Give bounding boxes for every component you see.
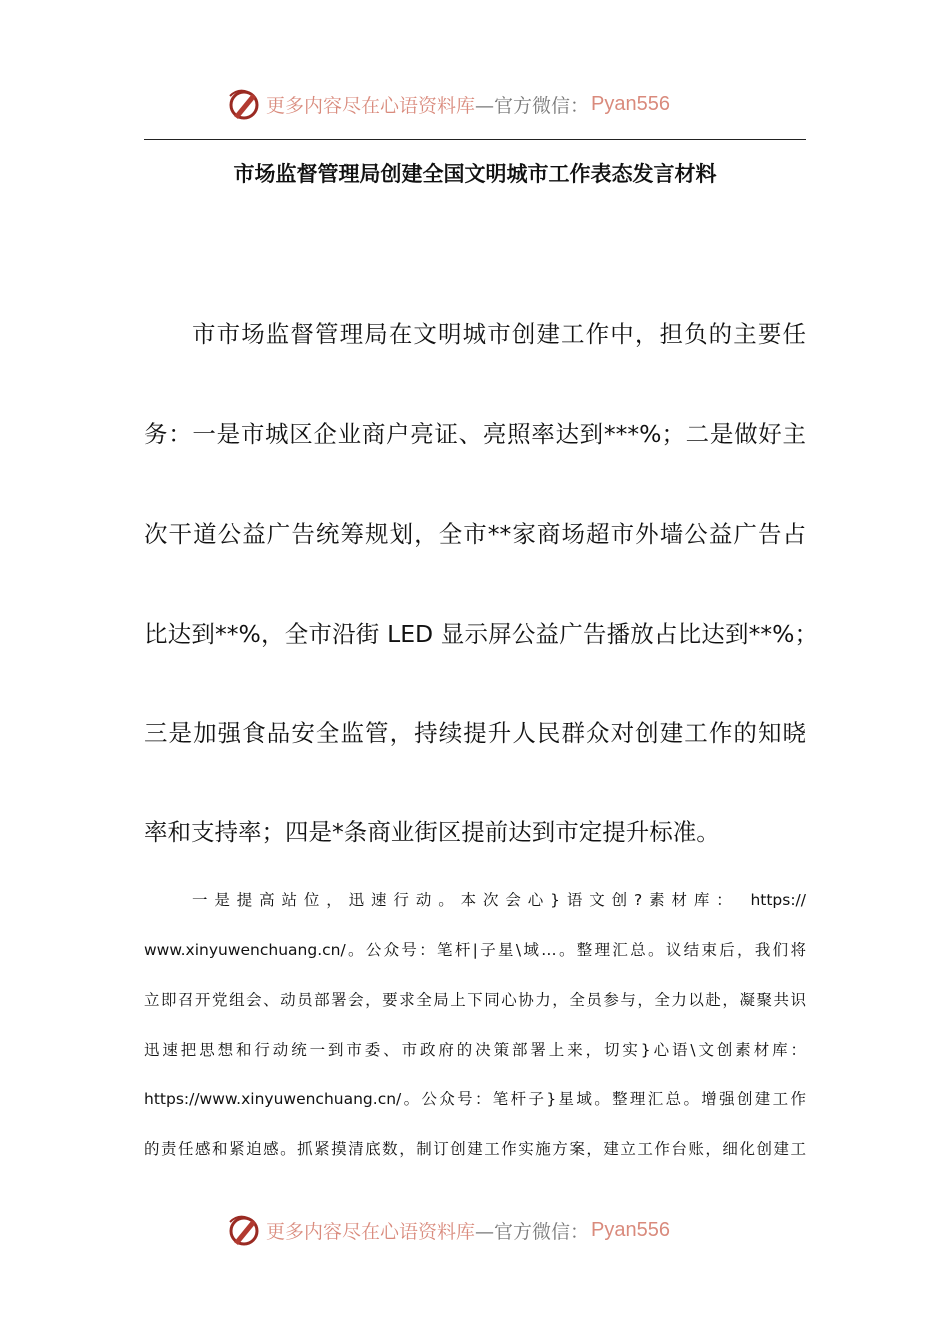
paragraph-line: 比达到**%，全市沿街 LED 显示屏公益广告播放占比达到**%； bbox=[144, 620, 818, 648]
banner-text: 更多内容尽在心语资料库 bbox=[266, 94, 476, 117]
paragraph-line: 次干道公益广告统筹规划，全市**家商场超市外墙公益广告占 bbox=[144, 520, 806, 548]
paragraph-line: 的责任感和紧迫感。抓紧摸清底数，制订创建工作实施方案，建立工作台账，细化创建工 bbox=[144, 1140, 806, 1158]
paragraph-line: 率和支持率；四是*条商业街区提前达到市定提升标准。 bbox=[144, 818, 720, 846]
paragraph-line: 务：一是市城区企业商户亮证、亮照率达到***%；二是做好主 bbox=[144, 420, 806, 448]
banner-wechat-id: Pyan556 bbox=[591, 1218, 670, 1241]
header-banner bbox=[226, 84, 726, 124]
paragraph-line: 一是提高站位，迅速行动。本次会心}语文创?素材库： https:// bbox=[192, 891, 806, 909]
banner-separator: —官方微信： bbox=[475, 94, 590, 117]
pen-logo-icon bbox=[226, 86, 262, 122]
header-divider bbox=[144, 139, 806, 140]
banner-wechat-id: Pyan556 bbox=[591, 92, 670, 115]
banner-separator: —官方微信： bbox=[475, 1220, 590, 1243]
paragraph-line: 三是加强食品安全监管，持续提升人民群众对创建工作的知晓 bbox=[144, 719, 806, 747]
document-title: 市场监督管理局创建全国文明城市工作表态发言材料 bbox=[233, 162, 717, 186]
banner-text: 更多内容尽在心语资料库 bbox=[266, 1220, 476, 1243]
paragraph-line: https://www.xinyuwenchuang.cn/。公众号：笔杆子}星域。整理汇总。增强创建工作 bbox=[144, 1090, 806, 1108]
paragraph-line: 市市场监督管理局在文明城市创建工作中，担负的主要任 bbox=[192, 320, 806, 348]
paragraph-line: www.xinyuwenchuang.cn/。公众号：笔杆|子星\域…。整理汇总。议结束后，我们将 bbox=[144, 941, 806, 959]
paragraph-line: 迅速把思想和行动统一到市委、市政府的决策部署上来，切实}心语\文创素材库： bbox=[144, 1041, 806, 1059]
pen-logo-icon bbox=[226, 1212, 262, 1248]
paragraph-line: 立即召开党组会、动员部署会，要求全局上下同心协力，全员参与，全力以赴，凝聚共识 bbox=[144, 991, 806, 1009]
footer-banner bbox=[226, 1210, 726, 1250]
